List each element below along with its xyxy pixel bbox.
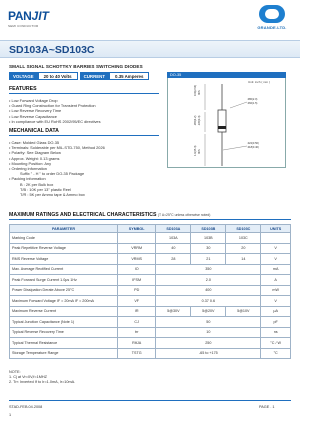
mechanical-item: • Approx. Weight: 0.13 grams [9,156,105,161]
mechanical-item: • Polarity: See Diagram Below [9,150,105,155]
cell-parameter: Power Dissipation Derate Above 25°C [10,285,118,296]
col-sd103a: SD103A [156,225,191,233]
cell-symbol: VRMS [118,254,156,265]
table-row [10,233,291,244]
cell-sd103b: 21 [191,254,226,265]
cell-symbol: IO [118,264,156,275]
mechanical-heading: MECHANICAL DATA [9,128,159,136]
cell-sd103b: -65 to +175 [156,348,261,359]
footer-divider [9,400,291,401]
table-header-row [10,225,291,233]
notes-heading: NOTE: [9,370,21,374]
table-row [10,338,291,349]
ratings-table [9,224,291,359]
feature-item: • Low Reverse Capacitance [9,114,101,119]
package-unit: Unit: inch ( mm ) [248,80,271,84]
dim-lead-max: .022(0.56) [247,142,259,145]
ordering-item: B : 2K per Bulk box [20,181,54,187]
mechanical-item: • Ordering information [9,166,105,171]
cell-symbol: PD [118,285,156,296]
cell-units: °C [261,348,291,359]
mechanical-list [9,140,105,197]
page-subtitle: SMALL SIGNAL SCHOTTKY BARRIES SWITCHING DIODES [9,64,143,69]
note-item: 2. Trr: Inverted If to Ir=1.0mA, Ir=10mA. [9,380,76,384]
cell-sd103c: 20 [226,243,261,254]
notes-block [9,370,75,385]
dim-dia-min: .060(1.5) [247,102,258,105]
note-item: 1. Cj at Vr=0V,f=1MHZ [9,375,47,379]
current-label: CURRENT [80,72,109,80]
cell-symbol: VF [118,296,156,307]
cell-parameter: Storage Temperature Range [10,348,118,359]
ratings-note: (T A=25°C unless otherwise noted) [157,213,211,217]
dim-body-min: .135(3.4) [198,115,201,126]
voltage-value: 20 to 40 Volts [38,72,78,80]
cell-units: °C / W [261,338,291,349]
table-row [10,296,291,307]
features-list [9,98,101,124]
feature-item: • Low Reverse Recovery Time [9,108,101,113]
logo-text: PAN [8,9,32,23]
cell-sd103c: 5@10V [226,306,261,317]
cell-parameter: Maximum Reverse Current [10,306,118,317]
cell-units [261,233,291,244]
ordering-item: T/R : 5K per Ammo tape & Ammo box [20,192,85,198]
cell-symbol: TSTG [118,348,156,359]
logo-subtext: SEMI CONDUCTOR [8,24,39,28]
page-number: PAGE . 1 [259,405,275,409]
cell-sd103b: 103B [191,233,226,244]
cell-units: ns [261,327,291,338]
rating-tags [9,72,151,80]
cell-sd103a: 40 [156,243,191,254]
cell-units: μA [261,306,291,317]
cell-units: V [261,296,291,307]
page-title: SD103A~SD103C [9,44,95,56]
mechanical-item: • Mounting Position: Any [9,161,105,166]
cell-units: pF [261,317,291,328]
ratings-heading [9,212,291,220]
feature-item: • Low Forward Voltage Drop [9,98,101,103]
logo-accent-text: JIT [31,9,49,23]
dim-dia-max: .080(2.0) [247,98,258,101]
table-row [10,306,291,317]
feature-item: • In compliance with EU RoHS 2002/95/EC directives [9,119,101,124]
dim-bottom-lead-min: MIN [198,149,201,154]
table-row [10,275,291,286]
cathode-band [218,126,226,129]
cell-sd103b: 250 [156,338,261,349]
dim-bottom-lead: 1.0(25.4) [194,145,197,156]
cell-parameter: RMS Reverse Voltage [10,254,118,265]
cell-parameter: Maximum Forward Voltage IF = 20mA IF = 200mA [10,296,118,307]
footer-number: 1 [9,413,12,417]
cell-sd103b: 30 [191,243,226,254]
table-row [10,243,291,254]
mechanical-item: • Terminals: Solderable per MIL-STD-750, Method 2026 [9,145,105,150]
cell-units: V [261,254,291,265]
cell-sd103a: 28 [156,254,191,265]
cell-symbol: IR [118,306,156,317]
voltage-label: VOLTAGE [9,72,38,80]
cell-sd103b: 350 [156,264,261,275]
cell-parameter: Peak Repetitive Reverse Voltage [10,243,118,254]
dim-body-max: .165(4.2) [194,115,197,126]
cell-symbol: CJ [118,317,156,328]
table-row [10,348,291,359]
panjit-logo [8,7,54,29]
cell-symbol: IFSM [118,275,156,286]
ordering-item: Suffix " - H " to order DO-35 Package [20,171,85,177]
cell-sd103b: 0.37 0.6 [156,296,261,307]
cell-symbol: VRRM [118,243,156,254]
ratings-heading-text: MAXIMUM RATINGS AND ELECTRICAL CHARACTERISTICS [9,212,157,218]
grande-logo-text: GRANDE.LTD. [257,25,287,30]
table-row [10,264,291,275]
cell-parameter: Typical Thermal Resistance [10,338,118,349]
cell-parameter: Peak Forward Surge Current 1.0μs 1Hz [10,275,118,286]
dim-lead-min: .018(0.46) [247,146,259,149]
cell-symbol [118,233,156,244]
package-name: DO-35 [170,73,182,77]
cell-units: mW [261,285,291,296]
mechanical-item: • Case: Molded Glass DO-35 [9,140,105,145]
cell-sd103a: 5@30V [156,306,191,317]
ordering-item: T/B : 10K per 13" plastic Reel [20,186,71,192]
dim-top-lead-min: MIN [198,90,201,95]
col-sd103c: SD103C [226,225,261,233]
cell-sd103b: 5@20V [191,306,226,317]
ordering-item: • Packing information [9,176,105,181]
cell-parameter: Typical Reverse Recovery Time [10,327,118,338]
footer-date: STAD-FEB.04.2008 [9,405,43,409]
table-row [10,254,291,265]
cell-sd103b: 10 [156,327,261,338]
cell-units: mA [261,264,291,275]
current-value: 0.35 Amperes [109,72,149,80]
col-units: UNITS [261,225,291,233]
table-row [10,327,291,338]
cell-sd103c: 103C [226,233,261,244]
package-header [167,72,286,78]
cell-parameter: Marking Code [10,233,118,244]
cell-symbol: RθJA [118,338,156,349]
cell-units: A [261,275,291,286]
cell-sd103c: 14 [226,254,261,265]
cell-parameter: Max. Average Rectified Current [10,264,118,275]
col-symbol: SYMBOL [118,225,156,233]
cell-symbol: trr [118,327,156,338]
cell-parameter: Typical Junction Capacitance (Note 1) [10,317,118,328]
table-row [10,317,291,328]
cell-sd103b: 400 [156,285,261,296]
col-sd103b: SD103B [191,225,226,233]
cell-sd103b: 2.0 [156,275,261,286]
diode-package-diagram [167,80,286,168]
cell-sd103a: 103A [156,233,191,244]
cell-units: V [261,243,291,254]
grande-logo-icon [259,5,285,23]
col-parameter: PARAMETER [10,225,118,233]
feature-item: • Guard Ring Construction for Transient Protection [9,103,101,108]
cell-sd103b: 50 [156,317,261,328]
table-row [10,285,291,296]
grande-logo [252,5,292,35]
dim-top-lead: 100(2.54) [194,84,197,96]
features-heading: FEATURES [9,86,159,94]
